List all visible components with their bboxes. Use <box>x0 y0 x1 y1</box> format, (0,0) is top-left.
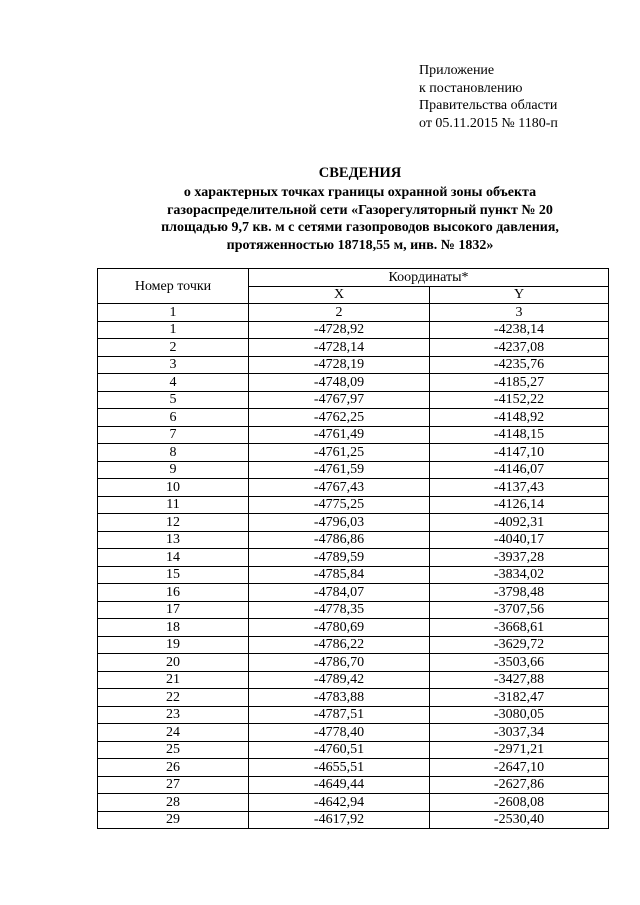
header-coordinates: Координаты* <box>249 269 609 287</box>
x-coordinate-cell: -4789,42 <box>249 671 430 689</box>
x-coordinate-cell: -4789,59 <box>249 549 430 567</box>
x-coordinate-cell: -4786,22 <box>249 636 430 654</box>
point-number-cell: 8 <box>98 444 249 462</box>
table-row <box>98 654 609 672</box>
y-coordinate-cell: -3080,05 <box>430 706 609 724</box>
y-coordinate-cell: -2608,08 <box>430 794 609 812</box>
table-row <box>98 724 609 742</box>
x-coordinate-cell: -4784,07 <box>249 584 430 602</box>
table-row <box>98 461 609 479</box>
table-index-row <box>98 304 609 322</box>
point-number-cell: 24 <box>98 724 249 742</box>
y-coordinate-cell: -3503,66 <box>430 654 609 672</box>
table-row <box>98 496 609 514</box>
point-number-cell: 23 <box>98 706 249 724</box>
point-number-cell: 26 <box>98 759 249 777</box>
appendix-line: от 05.11.2015 № 1180-п <box>419 115 558 131</box>
x-coordinate-cell: -4642,94 <box>249 794 430 812</box>
table-row <box>98 671 609 689</box>
x-coordinate-cell: -4778,40 <box>249 724 430 742</box>
x-coordinate-cell: -4761,25 <box>249 444 430 462</box>
point-number-cell: 12 <box>98 514 249 532</box>
y-coordinate-cell: -4147,10 <box>430 444 609 462</box>
table-row <box>98 444 609 462</box>
point-number-cell: 25 <box>98 741 249 759</box>
point-number-cell: 4 <box>98 374 249 392</box>
x-coordinate-cell: -4767,43 <box>249 479 430 497</box>
x-coordinate-cell: -4761,49 <box>249 426 430 444</box>
x-coordinate-cell: -4728,92 <box>249 321 430 339</box>
y-coordinate-cell: -4238,14 <box>430 321 609 339</box>
index-cell: 3 <box>430 304 609 322</box>
x-coordinate-cell: -4778,35 <box>249 601 430 619</box>
y-coordinate-cell: -3182,47 <box>430 689 609 707</box>
y-coordinate-cell: -4092,31 <box>430 514 609 532</box>
y-coordinate-cell: -2971,21 <box>430 741 609 759</box>
y-coordinate-cell: -3834,02 <box>430 566 609 584</box>
point-number-cell: 28 <box>98 794 249 812</box>
table-row <box>98 426 609 444</box>
y-coordinate-cell: -4146,07 <box>430 461 609 479</box>
x-coordinate-cell: -4617,92 <box>249 811 430 829</box>
heading-line: площадью 9,7 кв. м с сетями газопроводов высокого давления, <box>161 220 559 236</box>
table-row <box>98 741 609 759</box>
point-number-cell: 17 <box>98 601 249 619</box>
y-coordinate-cell: -3629,72 <box>430 636 609 654</box>
point-number-cell: 5 <box>98 391 249 409</box>
x-coordinate-cell: -4775,25 <box>249 496 430 514</box>
point-number-cell: 13 <box>98 531 249 549</box>
appendix-line: Правительства области <box>419 98 558 113</box>
table-row <box>98 566 609 584</box>
y-coordinate-cell: -3427,88 <box>430 671 609 689</box>
appendix-line: Приложение <box>419 63 495 78</box>
y-coordinate-cell: -4148,92 <box>430 409 609 427</box>
point-number-cell: 27 <box>98 776 249 794</box>
table-header-row <box>98 269 609 287</box>
index-cell: 2 <box>249 304 430 322</box>
table-row <box>98 794 609 812</box>
table-row <box>98 584 609 602</box>
x-coordinate-cell: -4655,51 <box>249 759 430 777</box>
heading-line: о характерных точках границы охранной зоны объекта <box>183 184 537 200</box>
point-number-cell: 20 <box>98 654 249 672</box>
table-row <box>98 321 609 339</box>
y-coordinate-cell: -3037,34 <box>430 724 609 742</box>
point-number-cell: 29 <box>98 811 249 829</box>
point-number-cell: 16 <box>98 584 249 602</box>
y-coordinate-cell: -4152,22 <box>430 391 609 409</box>
document-title: СВЕДЕНИЯ <box>318 165 402 181</box>
point-number-cell: 3 <box>98 356 249 374</box>
x-coordinate-cell: -4787,51 <box>249 706 430 724</box>
y-coordinate-cell: -3798,48 <box>430 584 609 602</box>
table-row <box>98 356 609 374</box>
x-coordinate-cell: -4780,69 <box>249 619 430 637</box>
x-coordinate-cell: -4728,14 <box>249 339 430 357</box>
table-row <box>98 811 609 829</box>
heading-line: газораспределительной сети «Газорегуляторный пункт № 20 <box>167 202 553 218</box>
table-row <box>98 706 609 724</box>
x-coordinate-cell: -4748,09 <box>249 374 430 392</box>
x-coordinate-cell: -4786,86 <box>249 531 430 549</box>
table-row <box>98 514 609 532</box>
y-coordinate-cell: -2647,10 <box>430 759 609 777</box>
point-number-cell: 1 <box>98 321 249 339</box>
table-row <box>98 479 609 497</box>
y-coordinate-cell: -4185,27 <box>430 374 609 392</box>
x-coordinate-cell: -4649,44 <box>249 776 430 794</box>
point-number-cell: 22 <box>98 689 249 707</box>
table-row <box>98 689 609 707</box>
point-number-cell: 7 <box>98 426 249 444</box>
x-coordinate-cell: -4786,70 <box>249 654 430 672</box>
header-y: Y <box>430 286 609 304</box>
document-heading <box>100 165 620 255</box>
x-coordinate-cell: -4728,19 <box>249 356 430 374</box>
point-number-cell: 14 <box>98 549 249 567</box>
y-coordinate-cell: -4040,17 <box>430 531 609 549</box>
table-row <box>98 374 609 392</box>
coordinates-table <box>97 268 609 829</box>
table-row <box>98 601 609 619</box>
header-x: X <box>249 286 430 304</box>
x-coordinate-cell: -4761,59 <box>249 461 430 479</box>
x-coordinate-cell: -4785,84 <box>249 566 430 584</box>
point-number-cell: 6 <box>98 409 249 427</box>
table-row <box>98 339 609 357</box>
y-coordinate-cell: -4235,76 <box>430 356 609 374</box>
point-number-cell: 10 <box>98 479 249 497</box>
y-coordinate-cell: -2627,86 <box>430 776 609 794</box>
y-coordinate-cell: -4237,08 <box>430 339 609 357</box>
table-row <box>98 776 609 794</box>
point-number-cell: 21 <box>98 671 249 689</box>
y-coordinate-cell: -3707,56 <box>430 601 609 619</box>
index-cell: 1 <box>98 304 249 322</box>
x-coordinate-cell: -4796,03 <box>249 514 430 532</box>
point-number-cell: 15 <box>98 566 249 584</box>
table-row <box>98 549 609 567</box>
y-coordinate-cell: -3937,28 <box>430 549 609 567</box>
point-number-cell: 11 <box>98 496 249 514</box>
table-row <box>98 619 609 637</box>
table-row <box>98 636 609 654</box>
heading-line: протяженностью 18718,55 м, инв. № 1832» <box>226 238 494 254</box>
y-coordinate-cell: -4137,43 <box>430 479 609 497</box>
y-coordinate-cell: -3668,61 <box>430 619 609 637</box>
table-row <box>98 391 609 409</box>
point-number-cell: 19 <box>98 636 249 654</box>
x-coordinate-cell: -4767,97 <box>249 391 430 409</box>
table-body <box>98 321 609 829</box>
x-coordinate-cell: -4762,25 <box>249 409 430 427</box>
appendix-line: к постановлению <box>419 80 523 96</box>
point-number-cell: 9 <box>98 461 249 479</box>
point-number-cell: 18 <box>98 619 249 637</box>
y-coordinate-cell: -4126,14 <box>430 496 609 514</box>
table-row <box>98 409 609 427</box>
y-coordinate-cell: -2530,40 <box>430 811 609 829</box>
x-coordinate-cell: -4760,51 <box>249 741 430 759</box>
point-number-cell: 2 <box>98 339 249 357</box>
x-coordinate-cell: -4783,88 <box>249 689 430 707</box>
appendix-block <box>419 62 558 132</box>
table-row <box>98 759 609 777</box>
table-row <box>98 531 609 549</box>
y-coordinate-cell: -4148,15 <box>430 426 609 444</box>
header-point-number: Номер точки <box>98 269 249 304</box>
